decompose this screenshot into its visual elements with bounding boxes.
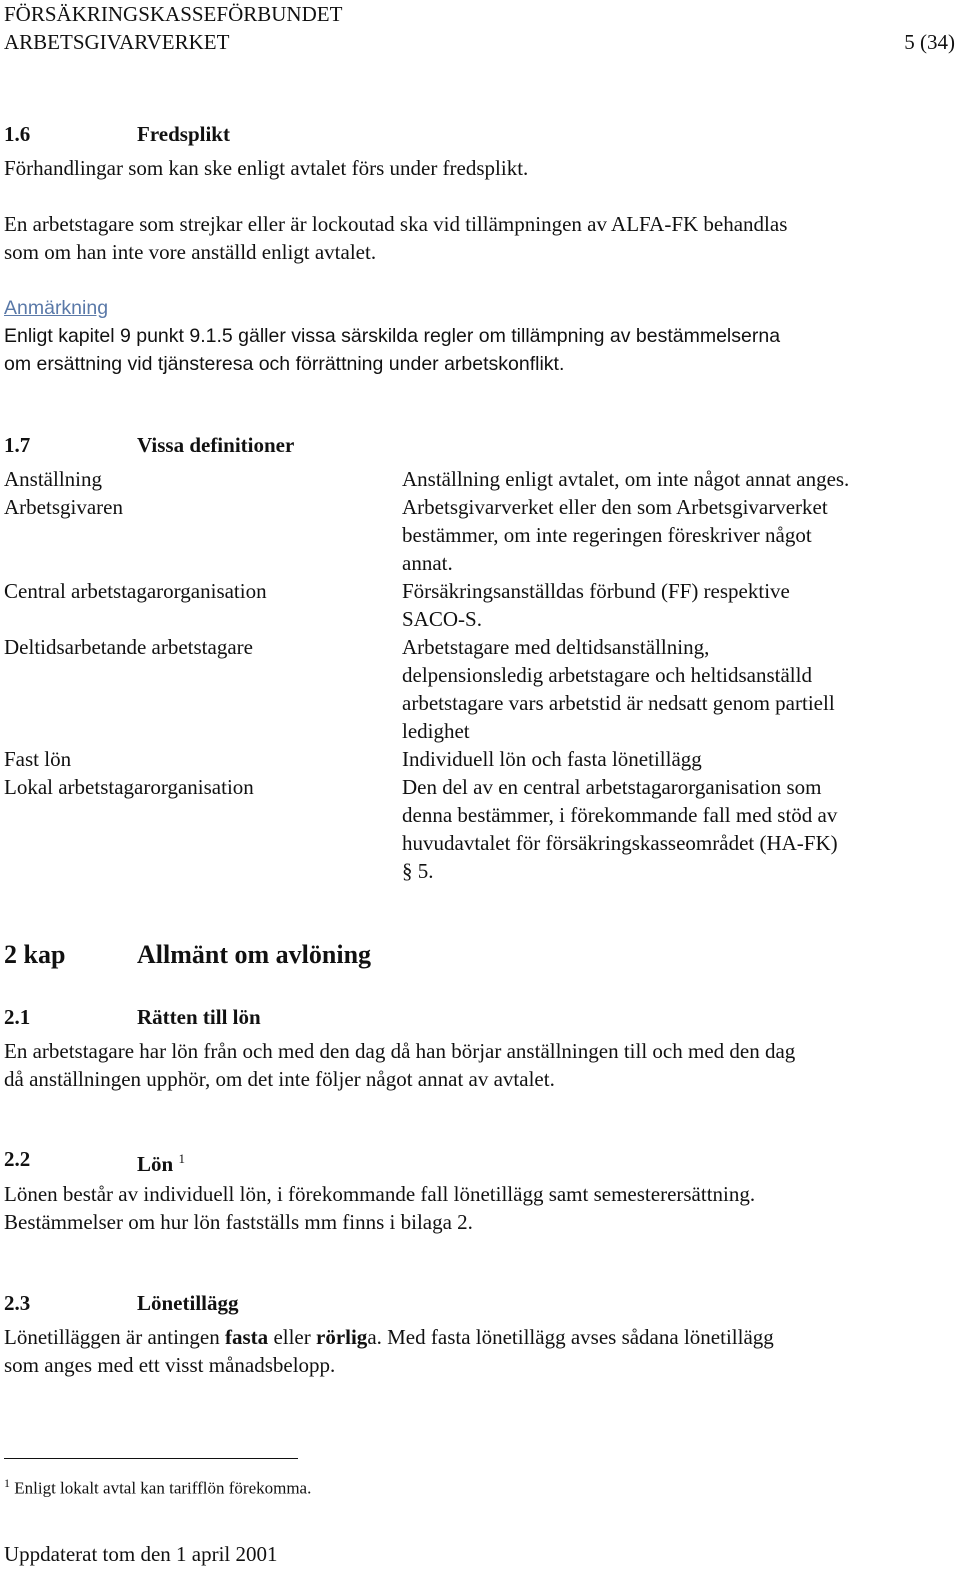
definition-term: Fast lön <box>4 747 72 771</box>
paragraph-strejk-line2: som om han inte vore anställd enligt avtalet. <box>4 240 377 264</box>
section-title-fredsplikt: Fredsplikt <box>137 122 230 146</box>
section-title-ratten-till-lon: Rätten till lön <box>137 1005 261 1029</box>
footnote <box>4 1470 311 1502</box>
note-line1: Enligt kapitel 9 punkt 9.1.5 gäller vissa särskilda regler om tillämpning av bestämmelserna <box>4 325 781 347</box>
definition-term: Deltidsarbetande arbetstagare <box>4 635 253 659</box>
definition-text-line: arbetstagare vars arbetstid är nedsatt genom partiell <box>402 691 835 715</box>
page-number: 5 (34) <box>904 30 955 54</box>
paragraph-ratten-line1: En arbetstagare har lön från och med den dag då han börjar anställningen till och med den dag <box>4 1039 796 1063</box>
chapter-number: 2 kap <box>4 940 66 969</box>
definition-text-line: huvudavtalet för försäkringskasseområdet (HA-FK) <box>402 831 838 855</box>
paragraph-ratten-line2: då anställningen upphör, om det inte följer något annat av avtalet. <box>4 1067 555 1091</box>
footnote-number: 1 <box>4 1476 10 1490</box>
paragraph-strejk-line1: En arbetstagare som strejkar eller är lockoutad ska vid tillämpningen av ALFA-FK behandlas <box>4 212 788 236</box>
section-number-2-1: 2.1 <box>4 1005 31 1029</box>
footer-updated: Uppdaterat tom den 1 april 2001 <box>4 1542 278 1566</box>
section-number-2-2: 2.2 <box>4 1147 31 1171</box>
definition-text-line: Försäkringsanställdas förbund (FF) respektive <box>402 579 790 603</box>
paragraph-fredsplikt: Förhandlingar som kan ske enligt avtalet förs under fredsplikt. <box>4 156 529 180</box>
definition-term: Arbetsgivaren <box>4 495 123 519</box>
definition-text-line: Arbetsgivarverket eller den som Arbetsgivarverket <box>402 495 828 519</box>
text-part: Lönetilläggen är antingen <box>4 1325 226 1349</box>
definition-text-line: denna bestämmer, i förekommande fall med stöd av <box>402 803 838 827</box>
definition-text-line: SACO-S. <box>402 607 482 631</box>
paragraph-lonetillagg-line1 <box>4 1323 774 1351</box>
paragraph-lon-line2: Bestämmelser om hur lön fastställs mm finns i bilaga 2. <box>4 1210 473 1234</box>
section-title-lon-text: Lön <box>137 1152 174 1176</box>
text-part: eller <box>268 1325 316 1349</box>
note-line2: om ersättning vid tjänsteresa och förrättning under arbetskonflikt. <box>4 353 565 375</box>
section-number-1-6: 1.6 <box>4 122 31 146</box>
definition-text-line: annat. <box>402 551 453 575</box>
footnote-text: Enligt lokalt avtal kan tarifflön förekomma. <box>14 1478 312 1498</box>
definition-text-line: § 5. <box>402 859 434 883</box>
chapter-title: Allmänt om avlöning <box>137 940 372 969</box>
definition-text-line: Individuell lön och fasta lönetillägg <box>402 747 702 771</box>
section-number-2-3: 2.3 <box>4 1291 31 1315</box>
definition-term: Lokal arbetstagarorganisation <box>4 775 254 799</box>
header-org: FÖRSÄKRINGSKASSEFÖRBUNDET <box>4 2 343 26</box>
definition-text-line: ledighet <box>402 719 470 743</box>
text-bold-fasta: fasta <box>225 1325 269 1349</box>
footnote-divider <box>4 1458 298 1459</box>
definition-text-line: delpensionsledig arbetstagare och heltidsanställd <box>402 663 812 687</box>
note-title-link[interactable]: Anmärkning <box>4 297 109 319</box>
definition-text-line: Arbetstagare med deltidsanställning, <box>402 635 710 659</box>
section-title-lon <box>137 1145 185 1178</box>
text-part: a. Med fasta lönetillägg avses sådana lönetillägg <box>367 1325 774 1349</box>
paragraph-lon-line1: Lönen består av individuell lön, i förekommande fall lönetillägg samt semesterersättning. <box>4 1182 756 1206</box>
text-bold-rorlig: rörlig <box>316 1325 368 1349</box>
definition-term: Central arbetstagarorganisation <box>4 579 267 603</box>
definition-text-line: Den del av en central arbetstagarorganisation som <box>402 775 822 799</box>
header-employer: ARBETSGIVARVERKET <box>4 30 230 54</box>
section-title-definitioner: Vissa definitioner <box>137 433 295 457</box>
section-number-1-7: 1.7 <box>4 433 31 457</box>
footnote-reference[interactable]: 1 <box>178 1151 185 1166</box>
definition-term: Anställning <box>4 467 102 491</box>
section-title-lonetillagg: Lönetillägg <box>137 1291 239 1315</box>
definition-text-line: bestämmer, om inte regeringen föreskriver något <box>402 523 812 547</box>
definition-text-line: Anställning enligt avtalet, om inte något annat anges. <box>402 467 850 491</box>
paragraph-lonetillagg-line2: som anges med ett visst månadsbelopp. <box>4 1353 336 1377</box>
